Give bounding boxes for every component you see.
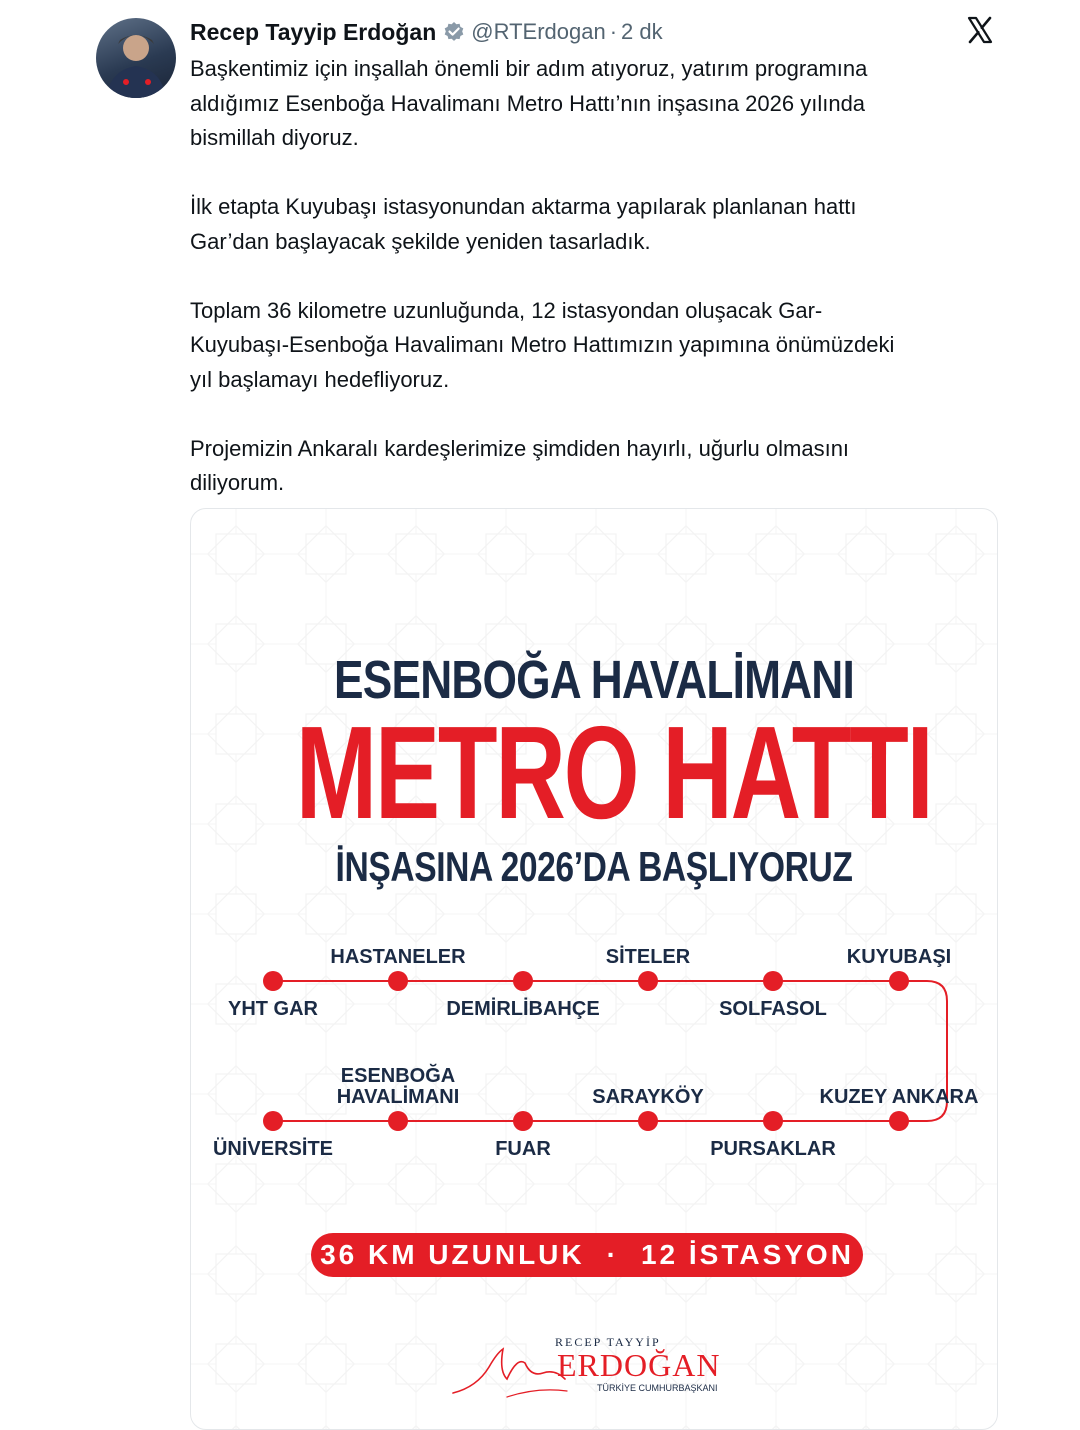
poster-subtitle: İNŞASINA 2026’DA BAŞLIYORUZ (335, 843, 853, 890)
station-dot (513, 1111, 533, 1131)
tweet-body (190, 52, 1010, 535)
author-avatar[interactable] (96, 18, 176, 98)
station-dot (889, 1111, 909, 1131)
station-dot (513, 971, 533, 991)
time-separator: · (609, 19, 618, 44)
tweet-paragraph: Toplam 36 kilometre uzunluğunda, 12 istasyondan oluşacak Gar- Kuyubaşı-Esenboğa Havalimanı Metro Hattımızın yapımına önümüzdeki yıl başlamayı hedefliyoruz. (190, 297, 895, 392)
verified-badge-icon (443, 21, 465, 43)
tweet-paragraph: Başkentimiz için inşallah önemli bir adım atıyoruz, yatırım programına aldığımız Esenboğa Havalimanı Metro Hattı’nın inşasına 2026 yılında bismillah diyoruz. (190, 56, 868, 150)
tweet-time[interactable]: 2 dk (621, 19, 663, 44)
station-label: KUZEY ANKARA (819, 1086, 979, 1108)
station-dot (638, 1111, 658, 1131)
metro-line-map (191, 929, 997, 1199)
station-dot (388, 971, 408, 991)
poster-title-main: METRO HATTI (295, 699, 932, 846)
tweet-media-image[interactable] (190, 508, 998, 1430)
station-label: SOLFASOL (719, 998, 827, 1020)
signature-surname: ERDOĞAN (557, 1347, 721, 1383)
station-label: HASTANELER (330, 946, 466, 968)
stat-length: 36 KM UZUNLUK (320, 1239, 585, 1270)
signature-title: TÜRKİYE CUMHURBAŞKANI (597, 1383, 718, 1393)
tweet-paragraph: Projemizin Ankaralı kardeşlerimize şimdiden hayırlı, uğurlu olmasını diliyorum. (190, 435, 850, 495)
tweet-header (190, 16, 663, 48)
station-dot (889, 971, 909, 991)
signature-first-names: RECEP TAYYİP (555, 1335, 661, 1349)
x-logo-icon[interactable] (966, 16, 994, 44)
station-dot (263, 1111, 283, 1131)
station-label: PURSAKLAR (710, 1138, 836, 1160)
station-label: ÜNİVERSİTE (212, 1138, 334, 1160)
station-dot (263, 971, 283, 991)
station-label: DEMİRLİBAHÇE (446, 998, 600, 1020)
station-dot (763, 971, 783, 991)
stat-stations: 12 İSTASYON (640, 1239, 854, 1270)
station-dot (388, 1111, 408, 1131)
station-label: FUAR (495, 1138, 551, 1160)
station-dot (638, 971, 658, 991)
station-label: SARAYKÖY (592, 1086, 704, 1108)
station-label: YHT GAR (228, 998, 318, 1020)
avatar-image (96, 18, 176, 98)
author-name[interactable]: Recep Tayyip Erdoğan (190, 18, 437, 45)
poster-title-top: ESENBOĞA HAVALİMANI (334, 650, 854, 710)
station-dot (763, 1111, 783, 1131)
stat-separator: · (606, 1239, 619, 1270)
author-handle[interactable]: @RTErdogan (471, 19, 606, 44)
station-label: SİTELER (605, 946, 691, 968)
station-label: KUYUBAŞI (846, 946, 952, 968)
station-label: ESENBOĞA HAVALİMANI (336, 1065, 460, 1108)
stats-banner (311, 1233, 863, 1277)
tweet-paragraph: İlk etapta Kuyubaşı istasyonundan aktarma yapılarak planlanan hattı Gar’dan başlayacak şekilde yeniden tasarladık. (190, 194, 857, 254)
